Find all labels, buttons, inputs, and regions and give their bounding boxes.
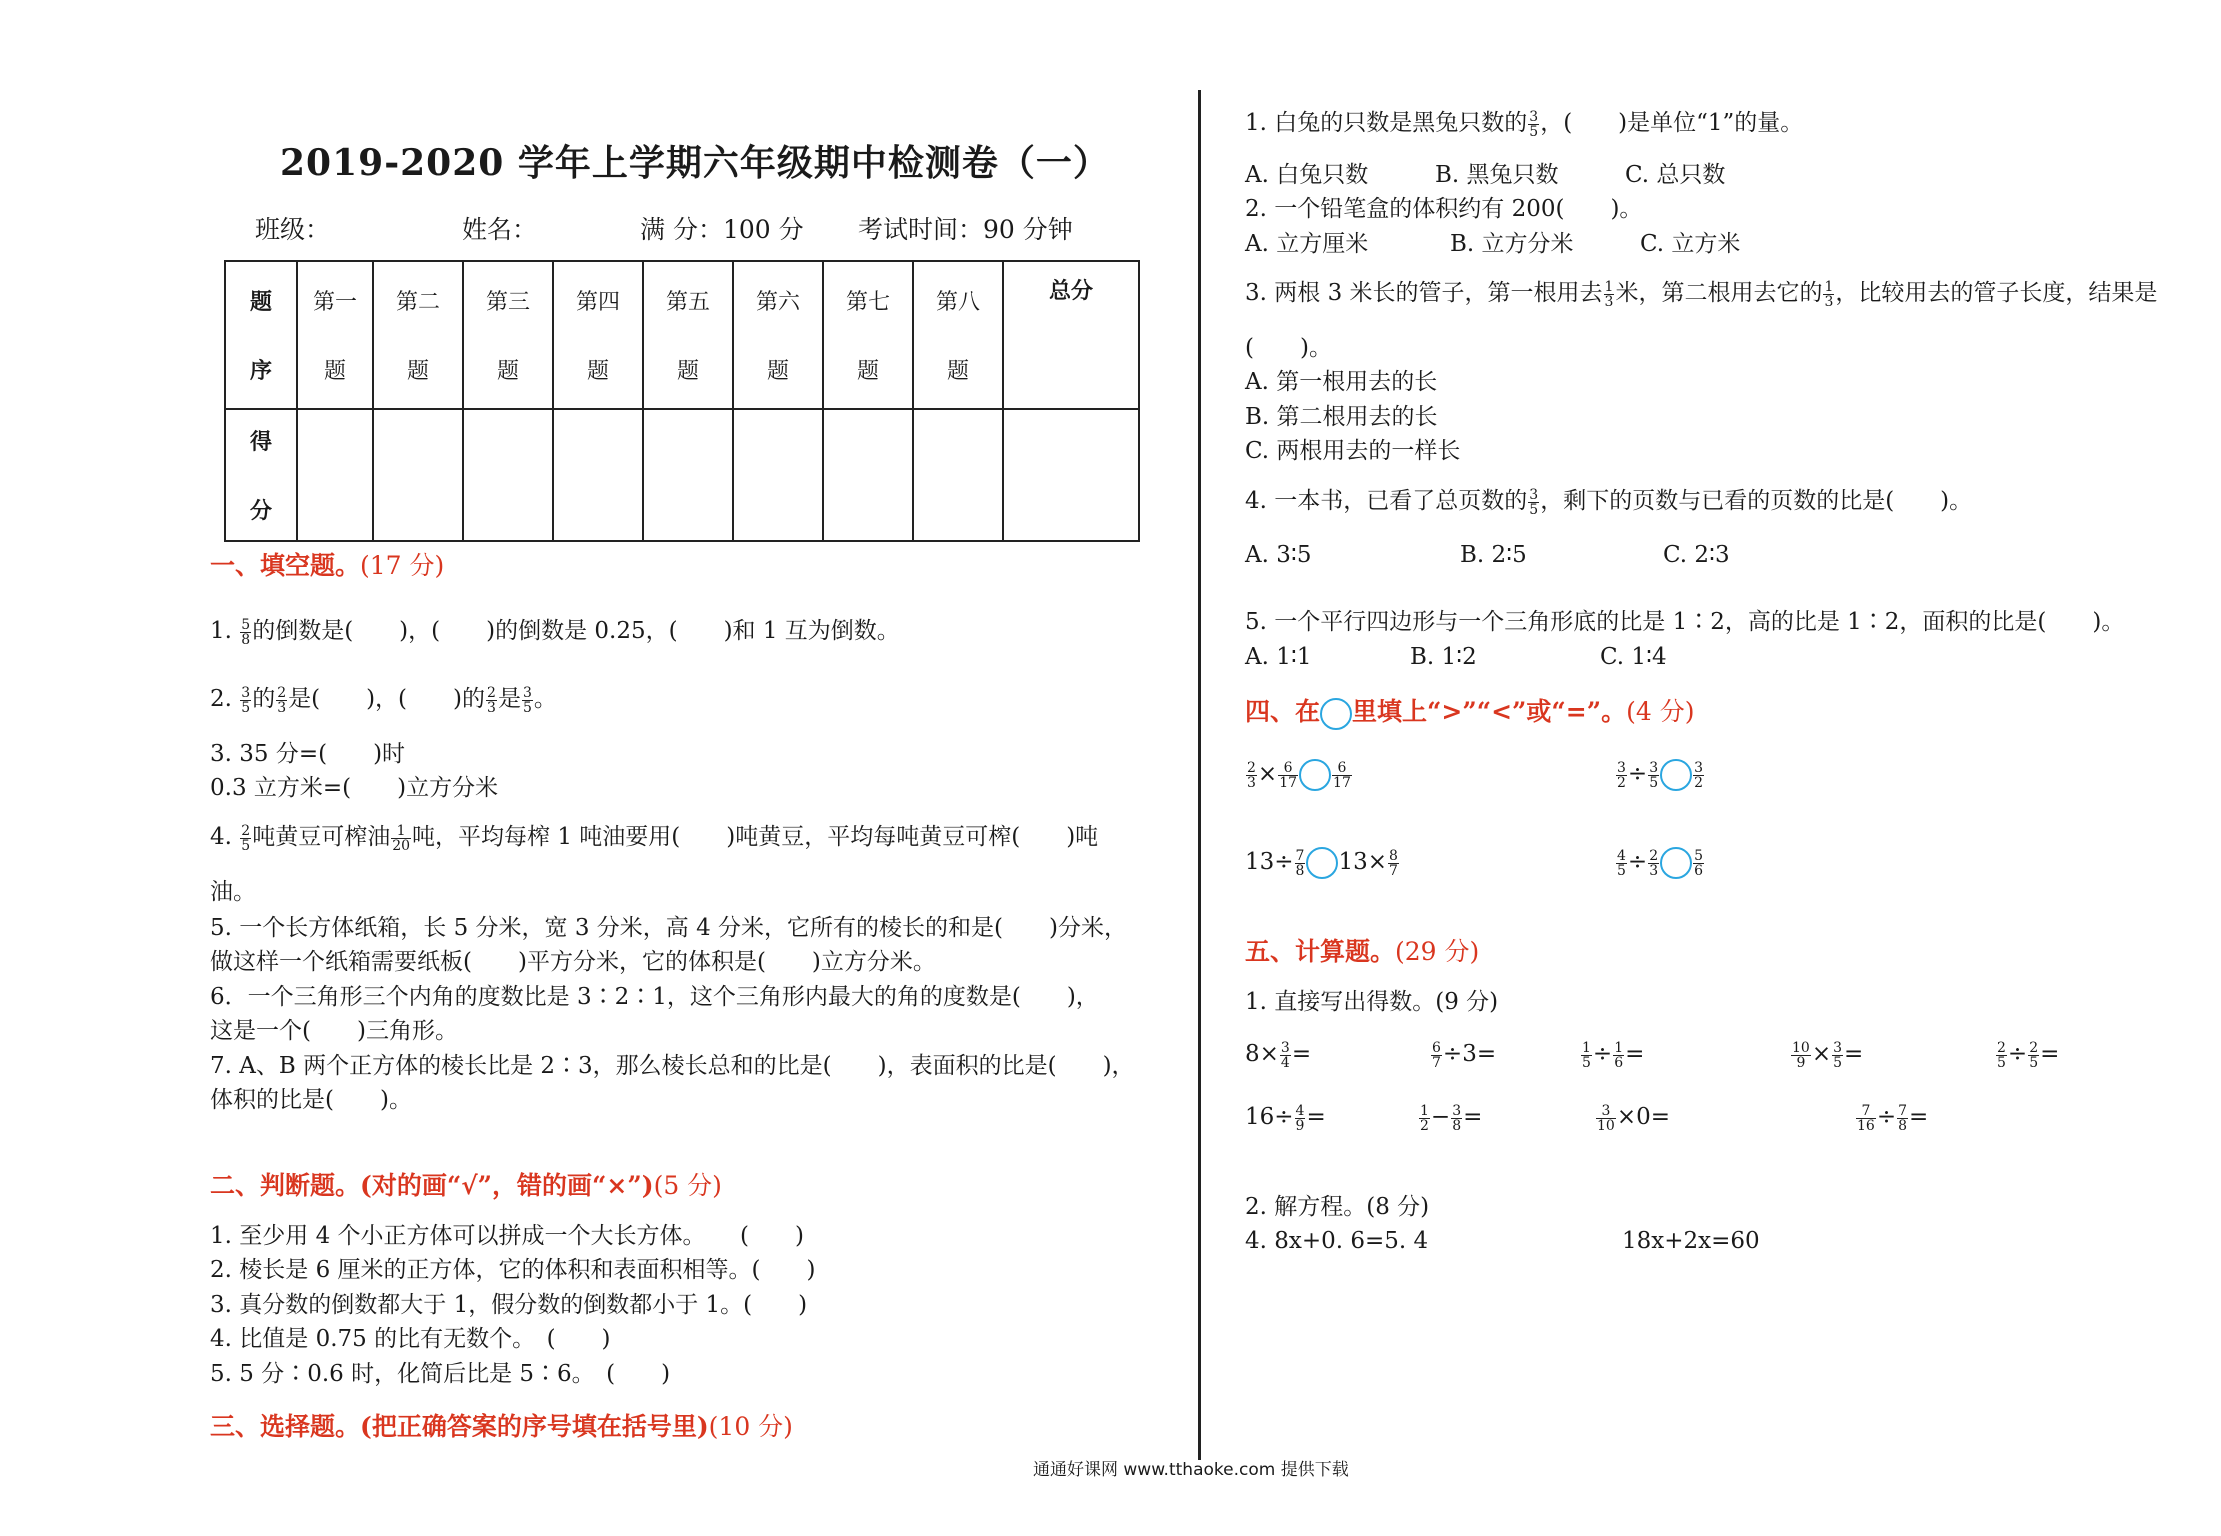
- s2-item: 1. 至少用 4 个小正方体可以拼成一个大长方体。 ( ): [210, 1223, 804, 1249]
- fraction: $\frac{2}{5}$: [241, 822, 251, 854]
- s4-expr-2: $\frac{3}{2}$ ÷ $\frac{3}{5}$ $\frac{3}{2}$: [1617, 759, 1704, 791]
- s3-q5: 5. 一个平行四边形与一个三角形底的比是 1∶2，高的比是 1∶2，面积的比是( )。: [1245, 609, 2125, 635]
- fraction: $\frac{2}{3}$: [277, 684, 287, 716]
- fraction: $\frac{2}{3}$: [487, 684, 496, 716]
- equation-2: 18x+2x=60: [1622, 1228, 1760, 1254]
- class-label: 班级：: [255, 215, 331, 244]
- s3-q3b: ( )。: [1245, 335, 1332, 361]
- score-cell[interactable]: [297, 409, 373, 541]
- exam-time: 考试时间：90 分钟: [858, 215, 1073, 244]
- page-title: 2019-2020 学年上学期六年级期中检测卷（一）: [280, 142, 1110, 184]
- s1-q4b: 油。: [210, 879, 256, 905]
- s1-q2: 2. $\frac{3}{5}$ 的 $\frac{2}{3}$ 是( )，( )的 $\frac{2}{3}$ 是 $\frac{3}{5}$ 。: [210, 684, 557, 716]
- score-col-3: 第三 题: [463, 261, 553, 409]
- s3-q1: 1. 白兔的只数是黑兔只数的 $\frac{3}{5}$ ，( )是单位“1”的量。: [1245, 108, 1804, 140]
- footer-credit: 通通好课网 www.tthaoke.com 提供下载: [1033, 1460, 1349, 1480]
- s1-q5a: 5. 一个长方体纸箱，长 5 分米，宽 3 分米，高 4 分米，它所有的棱长的和是( )分米，: [210, 915, 1127, 941]
- section2-heading: 二、判断题。(对的画“√”，错的画“×”)(5 分): [210, 1171, 722, 1200]
- compare-circle[interactable]: [1306, 847, 1338, 879]
- s3-q5-opt-a: A. 1∶1: [1245, 644, 1312, 670]
- s3-q2-opt-a: A. 立方厘米: [1245, 231, 1369, 257]
- s3-q3-opt-b: B. 第二根用去的长: [1245, 404, 1438, 430]
- score-col-5: 第五 题: [643, 261, 733, 409]
- fraction: $\frac{1}{3}$: [1824, 278, 1834, 310]
- s3-q4-opt-c: C. 2∶3: [1663, 542, 1730, 568]
- score-col-2: 第二 题: [373, 261, 463, 409]
- fraction: $\frac{3}{5}$: [1529, 108, 1539, 140]
- s3-q3-opt-c: C. 两根用去的一样长: [1245, 438, 1461, 464]
- s1-q1: 1. $\frac{5}{8}$ 的倒数是( )，( )的倒数是 0.25，( )和 1 互为倒数。: [210, 616, 900, 648]
- s4-expr-3: 13÷ $\frac{7}{8}$ 13× $\frac{8}{7}$: [1245, 847, 1398, 879]
- fraction: $\frac{3}{5}$: [241, 684, 251, 716]
- s2-item: 4. 比值是 0.75 的比有无数个。 ( ): [210, 1326, 611, 1352]
- s5-sub1: 1. 直接写出得数。(9 分): [1245, 989, 1499, 1015]
- s3-q1-opt-a: A. 白兔只数: [1245, 162, 1369, 188]
- score-cell[interactable]: [1003, 409, 1139, 541]
- score-cell[interactable]: [463, 409, 553, 541]
- compare-circle[interactable]: [1299, 759, 1331, 791]
- column-divider: [1198, 90, 1201, 1460]
- s3-q3: 3. 两根 3 米长的管子，第一根用去 $\frac{1}{3}$ 米，第二根用去它的 $\frac{1}{3}$ ，比较用去的管子长度，结果是: [1245, 278, 2158, 310]
- s1-q3a: 3. 35 分=( )时: [210, 741, 406, 767]
- s3-q4-opt-a: A. 3∶5: [1245, 542, 1312, 568]
- s2-item: 3. 真分数的倒数都大于 1，假分数的倒数都小于 1。( ): [210, 1292, 808, 1318]
- s3-q2: 2. 一个铅笔盒的体积约有 200( )。: [1245, 196, 1643, 222]
- s2-item: 2. 棱长是 6 厘米的正方体，它的体积和表面积相等。( ): [210, 1257, 816, 1283]
- calc-item: 16÷ $\frac{4}{9}$ =: [1245, 1102, 1326, 1134]
- section1-heading: 一、填空题。(17 分): [210, 551, 445, 580]
- calc-item: $\frac{1}{5}$ ÷ $\frac{1}{6}$ =: [1582, 1039, 1645, 1071]
- compare-circle[interactable]: [1660, 759, 1692, 791]
- fraction: $\frac{1}{3}$: [1604, 278, 1614, 310]
- calc-item: $\frac{7}{16}$ ÷ $\frac{7}{8}$ =: [1857, 1102, 1929, 1134]
- calc-item: $\frac{1}{2}$ − $\frac{3}{8}$ =: [1420, 1102, 1483, 1134]
- score-col-8: 第八 题: [913, 261, 1003, 409]
- section4-heading: 四、在 里填上“>”“<”或“=”。(4 分): [1245, 692, 1695, 730]
- score-cell[interactable]: [553, 409, 643, 541]
- s1-q6b: 这是一个( )三角形。: [210, 1018, 458, 1044]
- circle-icon: [1320, 698, 1352, 730]
- score-col-1: 第一 题: [297, 261, 373, 409]
- s1-q7b: 体积的比是( )。: [210, 1087, 412, 1113]
- s3-q1-opt-c: C. 总只数: [1625, 162, 1726, 188]
- s1-q4: 4. $\frac{2}{5}$ 吨黄豆可榨油 $\frac{1}{20}$ 吨，平均每榨 1 吨油要用( )吨黄豆，平均每吨黄豆可榨( )吨: [210, 822, 1099, 854]
- s3-q1-opt-b: B. 黑兔只数: [1435, 162, 1559, 188]
- s2-item: 5. 5 分∶0.6 时，化简后比是 5∶6。 ( ): [210, 1361, 671, 1387]
- name-label: 姓名：: [462, 215, 538, 244]
- s3-q4-opt-b: B. 2∶5: [1460, 542, 1527, 568]
- equation-1: 4. 8x+0. 6=5. 4: [1245, 1228, 1429, 1254]
- s3-q5-opt-b: B. 1∶2: [1410, 644, 1477, 670]
- compare-circle[interactable]: [1660, 847, 1692, 879]
- s4-expr-4: $\frac{4}{5}$ ÷ $\frac{2}{3}$ $\frac{5}{6}$: [1617, 847, 1704, 879]
- s3-q4: 4. 一本书，已看了总页数的 $\frac{3}{5}$ ，剩下的页数与已看的页数的比是( )。: [1245, 486, 1973, 518]
- score-col-4: 第四 题: [553, 261, 643, 409]
- calc-item: $\frac{6}{7}$ ÷3=: [1432, 1039, 1497, 1071]
- s1-q6a: 6．一个三角形三个内角的度数比是 3∶2∶1，这个三角形内最大的角的度数是( )，: [210, 984, 1099, 1010]
- s3-q2-opt-b: B. 立方分米: [1450, 231, 1574, 257]
- score-table-head-order: 题 序: [225, 261, 297, 409]
- score-col-6: 第六 题: [733, 261, 823, 409]
- calc-item: 8× $\frac{3}{4}$ =: [1245, 1039, 1312, 1071]
- calc-item: $\frac{2}{5}$ ÷ $\frac{2}{5}$ =: [1997, 1039, 2060, 1071]
- s1-q7a: 7. A、B 两个正方体的棱长比是 2∶3，那么棱长总和的比是( )，表面积的比是( )，: [210, 1053, 1135, 1079]
- score-table: [224, 260, 1140, 542]
- s1-q5b: 做这样一个纸箱需要纸板( )平方分米，它的体积是( )立方分米。: [210, 949, 936, 975]
- s3-q5-opt-c: C. 1∶4: [1600, 644, 1667, 670]
- fraction: $\frac{3}{5}$: [522, 684, 532, 716]
- s3-q2-opt-c: C. 立方米: [1640, 231, 1741, 257]
- fraction: $\frac{1}{20}$: [392, 822, 411, 854]
- score-table-head-score: 得 分: [225, 409, 297, 541]
- full-score: 满 分：100 分: [640, 215, 804, 244]
- section3-heading: 三、选择题。(把正确答案的序号填在括号里)(10 分): [210, 1412, 793, 1441]
- score-cell[interactable]: [733, 409, 823, 541]
- fraction: $\frac{5}{8}$: [241, 616, 251, 648]
- s4-expr-1: $\frac{2}{3}$ × $\frac{6}{17}$ $\frac{6}{17}$: [1247, 759, 1351, 791]
- score-col-total: 总分: [1003, 261, 1139, 409]
- score-cell[interactable]: [823, 409, 913, 541]
- score-cell[interactable]: [373, 409, 463, 541]
- score-cell[interactable]: [913, 409, 1003, 541]
- s5-sub2: 2. 解方程。(8 分): [1245, 1194, 1430, 1220]
- calc-item: $\frac{10}{9}$ × $\frac{3}{5}$ =: [1792, 1039, 1864, 1071]
- fraction: $\frac{3}{5}$: [1529, 486, 1539, 518]
- score-cell[interactable]: [643, 409, 733, 541]
- calc-item: $\frac{3}{10}$ ×0=: [1597, 1102, 1671, 1134]
- section5-heading: 五、计算题。(29 分): [1245, 937, 1480, 966]
- s3-q3-opt-a: A. 第一根用去的长: [1245, 369, 1438, 395]
- score-col-7: 第七 题: [823, 261, 913, 409]
- s1-q3b: 0.3 立方米=( )立方分米: [210, 775, 499, 801]
